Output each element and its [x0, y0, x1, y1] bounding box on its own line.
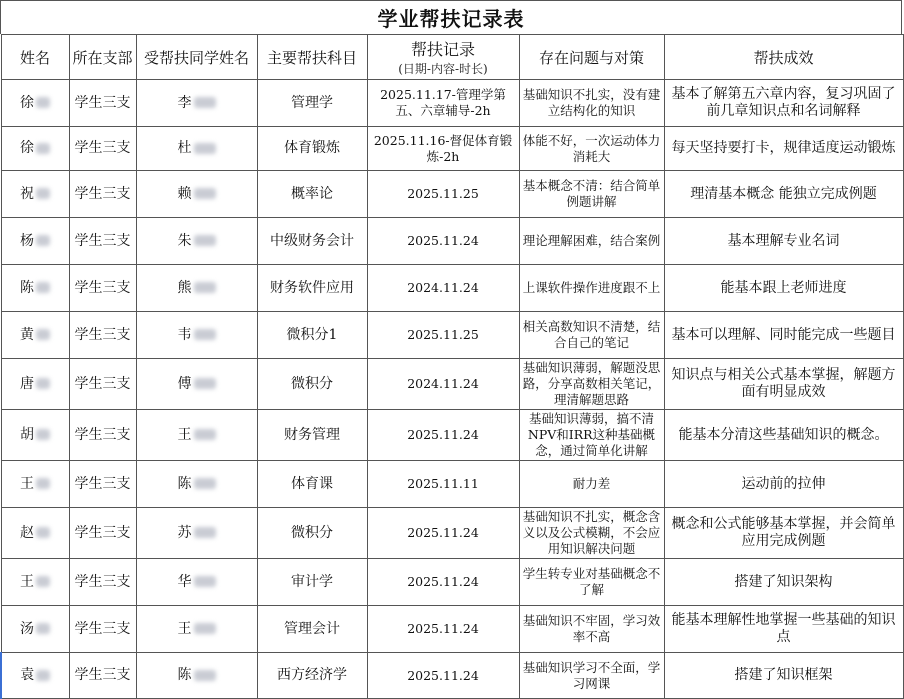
- cell-record-text: 2024.11.24: [407, 376, 479, 391]
- cell-effect: [664, 461, 903, 508]
- cell-branch: [69, 80, 136, 127]
- cell-branch-text: 学生三支: [74, 279, 131, 296]
- cell-subject: [257, 218, 367, 265]
- cell-problem: [519, 508, 664, 559]
- cell-problem-text: 学生转专业对基础概念不了解: [522, 566, 661, 597]
- cell-student: [136, 653, 257, 699]
- cell-effect-text: 知识点与相关公式基本掌握，解题方面有明显成效: [671, 367, 896, 400]
- cell-effect-text: 基本可以理解、同时能完成一些题目: [671, 326, 896, 343]
- cell-student: [136, 559, 257, 606]
- cell-problem-text: 基础知识薄弱，搞不清NPV和IRR这种基础概念，通过简单化讲解: [527, 411, 656, 458]
- cell-effect: [664, 312, 903, 359]
- table-row: [1, 265, 903, 312]
- cell-student-text: 陈: [177, 475, 192, 492]
- cell-branch-text: 学生三支: [74, 620, 131, 637]
- redacted-name-mask: [194, 670, 216, 681]
- cell-record: [367, 312, 519, 359]
- cell-problem-text: 相关高数知识不清楚，结合自己的笔记: [522, 319, 661, 350]
- cell-subject-text: 体育课: [291, 475, 333, 492]
- cell-subject-text: 审计学: [291, 573, 333, 590]
- cell-student: [136, 218, 257, 265]
- cell-branch: [69, 559, 136, 606]
- cell-name: [1, 559, 69, 606]
- record-table: [0, 34, 904, 699]
- cell-name-text: 徐: [20, 140, 34, 156]
- cell-name: [1, 265, 69, 312]
- cell-name-text: 汤: [20, 620, 34, 637]
- redacted-name-mask: [36, 576, 50, 587]
- redacted-name-mask: [194, 97, 216, 108]
- cell-subject: [257, 461, 367, 508]
- cell-student-text: 李: [177, 94, 192, 111]
- cell-effect: [664, 171, 903, 218]
- cell-subject: [257, 606, 367, 653]
- cell-problem: [519, 653, 664, 699]
- cell-student: [136, 171, 257, 218]
- cell-name: [1, 359, 69, 410]
- cell-name-text: 徐: [20, 94, 34, 111]
- cell-record: [367, 653, 519, 699]
- cell-branch: [69, 218, 136, 265]
- cell-record-text: 2024.11.24: [407, 280, 479, 295]
- cell-student: [136, 606, 257, 653]
- cell-effect: [664, 653, 903, 699]
- cell-subject: [257, 312, 367, 359]
- redacted-name-mask: [36, 282, 50, 293]
- cell-problem-text: 耐力差: [572, 476, 611, 491]
- redacted-name-mask: [194, 623, 216, 634]
- cell-name: [1, 80, 69, 127]
- cell-problem: [519, 606, 664, 653]
- header-student: 受帮扶同学姓名: [136, 35, 257, 80]
- table-row: [1, 508, 903, 559]
- cell-branch-text: 学生三支: [74, 185, 131, 202]
- cell-effect: [664, 559, 903, 606]
- cell-name: [1, 171, 69, 218]
- table-row: [1, 80, 903, 127]
- cell-name-text: 陈: [20, 279, 34, 296]
- cell-student-text: 苏: [177, 524, 192, 541]
- cell-effect: [664, 127, 903, 171]
- redacted-name-mask: [194, 282, 216, 293]
- cell-problem: [519, 461, 664, 508]
- cell-student: [136, 508, 257, 559]
- cell-subject: [257, 265, 367, 312]
- cell-record: [367, 359, 519, 410]
- cell-student-text: 王: [177, 620, 192, 637]
- cell-branch: [69, 171, 136, 218]
- cell-student-text: 韦: [177, 326, 192, 343]
- cell-name: [1, 218, 69, 265]
- cell-branch: [69, 127, 136, 171]
- cell-subject-text: 财务管理: [284, 426, 340, 443]
- header-problem: 存在问题与对策: [519, 35, 664, 80]
- cell-problem-text: 理论理解困难，结合案例: [522, 233, 661, 248]
- cell-record: [367, 410, 519, 461]
- header-subject: 主要帮扶科目: [257, 35, 367, 80]
- cell-name-text: 胡: [20, 426, 34, 443]
- redacted-name-mask: [194, 188, 216, 199]
- cell-branch: [69, 265, 136, 312]
- cell-problem-text: 基础知识学习不全面，学习网课: [522, 659, 661, 691]
- cell-subject-text: 微积分: [291, 375, 333, 392]
- cell-problem-text: 基础知识不牢固，学习效率不高: [522, 613, 661, 644]
- cell-record: [367, 606, 519, 653]
- redacted-name-mask: [194, 478, 216, 489]
- cell-name-text: 祝: [20, 185, 34, 202]
- redacted-name-mask: [194, 378, 216, 389]
- cell-student-text: 朱: [177, 232, 192, 249]
- cell-subject: [257, 359, 367, 410]
- cell-subject: [257, 171, 367, 218]
- cell-branch-text: 学生三支: [74, 475, 131, 492]
- header-record-main: 帮扶记录: [410, 40, 475, 59]
- redacted-name-mask: [194, 429, 216, 440]
- cell-name-text: 黄: [20, 326, 34, 343]
- cell-name: [1, 312, 69, 359]
- cell-effect-text: 基本理解专业名词: [727, 232, 840, 249]
- cell-effect-text: 能基本跟上老师进度: [720, 279, 847, 296]
- cell-effect: [664, 218, 903, 265]
- cell-student-text: 熊: [177, 279, 192, 296]
- cell-name-text: 王: [20, 573, 34, 590]
- cell-subject: [257, 508, 367, 559]
- cell-problem: [519, 171, 664, 218]
- header-effect: 帮扶成效: [664, 35, 903, 80]
- cell-problem-text: 基础知识不扎实，没有建立结构化的知识: [522, 87, 661, 118]
- cell-branch: [69, 359, 136, 410]
- cell-subject-text: 微积分1: [286, 326, 338, 343]
- cell-subject-text: 财务软件应用: [270, 279, 354, 296]
- cell-problem: [519, 218, 664, 265]
- cell-branch-text: 学生三支: [74, 524, 131, 541]
- cell-record-text: 2025.11.17-管理学第五、六章辅导-2h: [380, 87, 506, 118]
- cell-problem-text: 体能不好，一次运动体力消耗大: [522, 132, 661, 164]
- cell-name: [1, 410, 69, 461]
- redacted-name-mask: [36, 235, 50, 246]
- cell-effect-text: 每天坚持要打卡，规律适度运动锻炼: [671, 140, 896, 156]
- cell-problem: [519, 559, 664, 606]
- cell-effect-text: 概念和公式能够基本掌握，并会简单应用完成例题: [671, 516, 896, 549]
- cell-branch-text: 学生三支: [74, 326, 131, 343]
- cell-effect-text: 搭建了知识框架: [734, 667, 833, 683]
- cell-record: [367, 171, 519, 218]
- header-record: [367, 35, 519, 80]
- cell-effect-text: 基本了解第五六章内容，复习巩固了前几章知识点和名词解释: [671, 86, 896, 119]
- cell-branch: [69, 508, 136, 559]
- cell-record-text: 2025.11.24: [407, 233, 479, 248]
- cell-branch-text: 学生三支: [74, 94, 131, 111]
- cell-branch: [69, 653, 136, 699]
- cell-subject-text: 管理学: [291, 94, 333, 111]
- cell-student: [136, 410, 257, 461]
- cell-subject: [257, 80, 367, 127]
- redacted-name-mask: [36, 97, 50, 108]
- cell-record-text: 2025.11.24: [407, 667, 479, 683]
- cell-record-text: 2025.11.25: [407, 327, 479, 342]
- cell-subject-text: 体育锻炼: [284, 140, 340, 156]
- cell-branch-text: 学生三支: [74, 232, 131, 249]
- cell-problem-text: 基本概念不清：结合简单例题讲解: [522, 178, 661, 209]
- table-row: [1, 218, 903, 265]
- cell-record: [367, 559, 519, 606]
- cell-subject: [257, 127, 367, 171]
- cell-name: [1, 461, 69, 508]
- header-record-sub: (日期-内容-时长): [398, 62, 488, 76]
- cell-branch-text: 学生三支: [74, 375, 131, 392]
- table-body: [1, 80, 903, 699]
- cell-effect: [664, 359, 903, 410]
- cell-branch: [69, 410, 136, 461]
- redacted-name-mask: [36, 429, 50, 440]
- cell-student-text: 赖: [177, 185, 192, 202]
- cell-problem: [519, 410, 664, 461]
- table-row: [1, 312, 903, 359]
- cell-record-text: 2025.11.16-督促体育锻炼-2h: [373, 132, 513, 164]
- cell-student: [136, 359, 257, 410]
- redacted-name-mask: [194, 576, 216, 587]
- redacted-name-mask: [194, 143, 216, 154]
- cell-name-text: 赵: [20, 524, 34, 541]
- cell-name: [1, 127, 69, 171]
- cell-effect-text: 能基本分清这些基础知识的概念。: [678, 426, 889, 443]
- cell-subject-text: 西方经济学: [277, 667, 347, 683]
- cell-problem: [519, 359, 664, 410]
- cell-student-text: 杜: [177, 140, 192, 156]
- redacted-name-mask: [194, 329, 216, 340]
- header-name: 姓名: [1, 35, 69, 80]
- redacted-name-mask: [36, 527, 50, 538]
- cell-name-text: 王: [20, 475, 34, 492]
- cell-effect-text: 运动前的拉伸: [741, 475, 826, 492]
- cell-branch: [69, 312, 136, 359]
- redacted-name-mask: [36, 623, 50, 634]
- cell-record-text: 2025.11.24: [407, 427, 479, 442]
- cell-problem: [519, 265, 664, 312]
- table-row: [1, 171, 903, 218]
- cell-student-text: 陈: [177, 667, 192, 683]
- table-row: [1, 559, 903, 606]
- redacted-name-mask: [36, 188, 50, 199]
- cell-effect-text: 理清基本概念 能独立完成例题: [690, 185, 877, 202]
- cell-record: [367, 508, 519, 559]
- table-row: [1, 359, 903, 410]
- cell-record-text: 2025.11.24: [407, 621, 479, 636]
- cell-effect-text: 搭建了知识架构: [734, 573, 833, 590]
- table-row: [1, 410, 903, 461]
- cell-record: [367, 127, 519, 171]
- redacted-name-mask: [36, 670, 50, 681]
- redacted-name-mask: [194, 235, 216, 246]
- cell-student: [136, 461, 257, 508]
- cell-record: [367, 80, 519, 127]
- table-title: 学业帮扶记录表: [0, 0, 902, 34]
- header-branch: 所在支部: [69, 35, 136, 80]
- table-row: [1, 653, 903, 699]
- cell-record-text: 2025.11.24: [407, 525, 479, 540]
- cell-student: [136, 80, 257, 127]
- cell-subject-text: 管理会计: [284, 620, 340, 637]
- table-row: [1, 127, 903, 171]
- cell-name: [1, 653, 69, 699]
- cell-effect: [664, 606, 903, 653]
- cell-effect: [664, 508, 903, 559]
- redacted-name-mask: [36, 378, 50, 389]
- cell-effect: [664, 410, 903, 461]
- cell-subject: [257, 653, 367, 699]
- cell-record-text: 2025.11.25: [407, 186, 479, 201]
- cell-name: [1, 606, 69, 653]
- cell-branch: [69, 461, 136, 508]
- cell-problem: [519, 80, 664, 127]
- cell-name-text: 杨: [20, 232, 34, 249]
- cell-student-text: 王: [177, 426, 192, 443]
- cell-student: [136, 127, 257, 171]
- cell-name-text: 唐: [20, 375, 34, 392]
- cell-subject-text: 概率论: [291, 185, 333, 202]
- cell-problem: [519, 127, 664, 171]
- cell-student-text: 华: [177, 573, 192, 590]
- cell-subject: [257, 410, 367, 461]
- cell-effect-text: 能基本理解性地掌握一些基础的知识点: [671, 612, 896, 645]
- cell-problem-text: 上课软件操作进度跟不上: [522, 280, 661, 295]
- cell-problem-text: 基础知识不扎实，概念含义以及公式模糊，不会应用知识解决问题: [522, 509, 661, 556]
- cell-subject: [257, 559, 367, 606]
- cell-branch-text: 学生三支: [74, 667, 131, 683]
- cell-record: [367, 265, 519, 312]
- cell-effect: [664, 265, 903, 312]
- redacted-name-mask: [194, 527, 216, 538]
- cell-problem: [519, 312, 664, 359]
- redacted-name-mask: [36, 329, 50, 340]
- table-row: [1, 606, 903, 653]
- redacted-name-mask: [36, 478, 50, 489]
- cell-problem-text: 基础知识薄弱，解题没思路，分享高数相关笔记，理清解题思路: [522, 360, 661, 407]
- cell-student-text: 傅: [177, 375, 192, 392]
- table-row: [1, 461, 903, 508]
- cell-student: [136, 265, 257, 312]
- cell-student: [136, 312, 257, 359]
- cell-branch-text: 学生三支: [74, 573, 131, 590]
- cell-record-text: 2025.11.24: [407, 574, 479, 589]
- cell-record-text: 2025.11.11: [407, 476, 479, 491]
- cell-subject-text: 微积分: [291, 524, 333, 541]
- cell-branch: [69, 606, 136, 653]
- cell-subject-text: 中级财务会计: [270, 232, 354, 249]
- cell-branch-text: 学生三支: [74, 426, 131, 443]
- cell-name-text: 袁: [20, 667, 35, 683]
- redacted-name-mask: [36, 143, 50, 154]
- cell-record: [367, 461, 519, 508]
- cell-name: [1, 508, 69, 559]
- cell-branch-text: 学生三支: [74, 140, 131, 156]
- header-row: [1, 35, 903, 80]
- cell-effect: [664, 80, 903, 127]
- cell-record: [367, 218, 519, 265]
